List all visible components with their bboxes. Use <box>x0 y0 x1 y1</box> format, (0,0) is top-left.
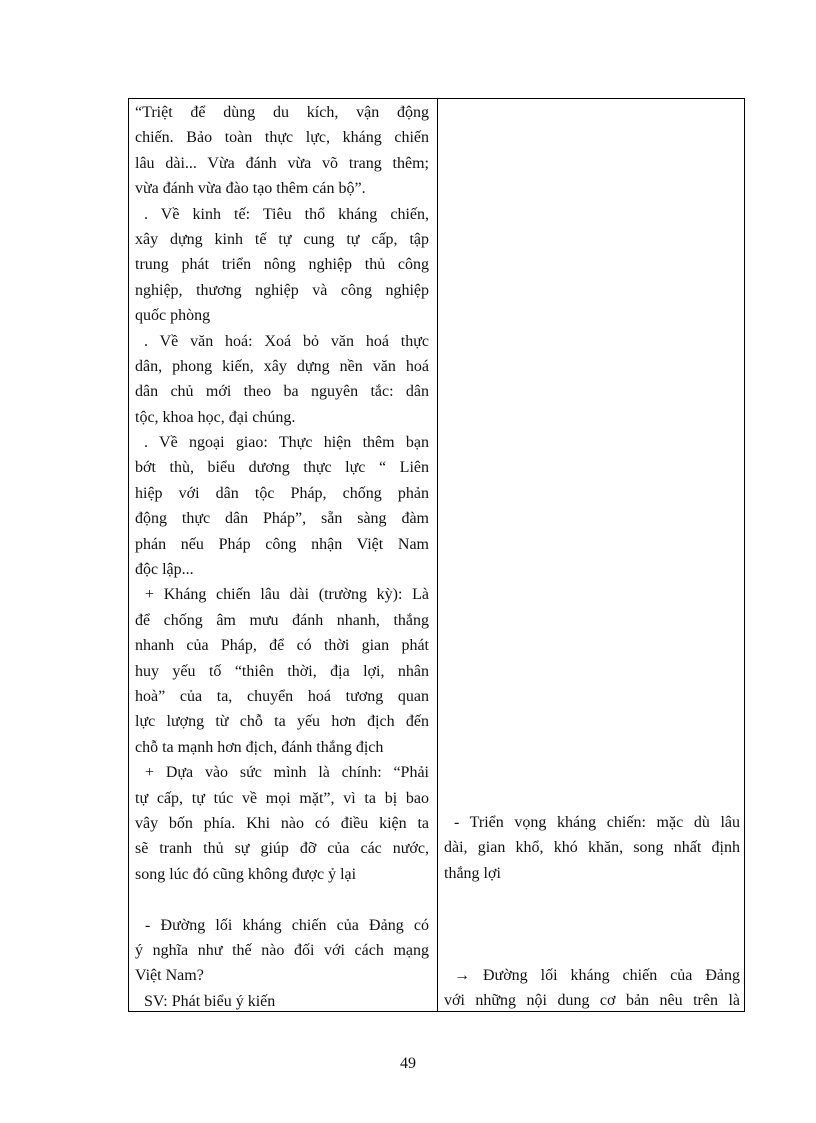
text-line: “Triệt để dùng du kích, vận động <box>135 104 429 121</box>
text-line: + Kháng chiến lâu dài (trường kỳ): Là <box>145 586 429 604</box>
column-divider <box>437 99 438 1011</box>
text-line: với những nội dung cơ bản nêu trên là <box>444 992 740 1010</box>
text-line: xây dựng kinh tế tự cung tự cấp, tập <box>135 230 429 248</box>
text-line: . Về văn hoá: Xoá bỏ văn hoá thực <box>144 332 429 350</box>
text-line: độc lập... <box>135 561 194 579</box>
page-number: 49 <box>400 1055 416 1072</box>
text-line: động thực dân Pháp”, sẵn sàng đàm <box>135 510 429 528</box>
text-line: hiệp với dân tộc Pháp, chống phản <box>135 484 429 502</box>
conclusion-block <box>444 963 740 1014</box>
text-line: vây bốn phía. Khi nào có điều kiện ta <box>135 814 429 832</box>
text-line: song lúc đó cũng không được ỷ lại <box>135 865 357 883</box>
text-line: tự cấp, tự túc về mọi mặt”, vì ta bị bao <box>135 789 429 807</box>
text-line: huy yếu tố “thiên thời, địa lợi, nhân <box>135 662 429 680</box>
text-line: quốc phòng <box>135 307 211 325</box>
text-line: nghiệp, thương nghiệp và công nghiệp <box>135 281 429 299</box>
text-line: hoà” của ta, chuyển hoá tương quan <box>135 687 429 705</box>
text-line: ý nghĩa như thế nào đối với cách mạng <box>135 941 429 959</box>
text-line: lực lượng từ chỗ ta yếu hơn địch đến <box>135 713 429 731</box>
text-line: . Về ngoại giao: Thực hiện thêm bạn <box>144 434 429 452</box>
text-line: - Triển vọng kháng chiến: mặc dù lâu <box>454 814 740 831</box>
text-line: sẽ tranh thủ sự giúp đỡ của các nước, <box>135 840 429 858</box>
blank-line <box>135 887 429 912</box>
text-line: dài, gian khổ, khó khăn, song nhất định <box>444 839 740 857</box>
text-line: dân chủ mới theo ba nguyên tắc: dân <box>135 383 429 401</box>
text-line: . Về kinh tế: Tiêu thổ kháng chiến, <box>144 205 429 223</box>
text-line: phán nếu Pháp công nhận Việt Nam <box>135 535 429 553</box>
text-line: SV: Phát biểu ý kiến <box>144 992 276 1010</box>
text-line: vừa đánh vừa đào tạo thêm cán bộ”. <box>135 180 366 198</box>
left-column <box>135 100 429 1014</box>
text-line: tộc, khoa học, đại chúng. <box>135 408 296 426</box>
text-line: → Đường lối kháng chiến của Đảng <box>454 967 740 984</box>
text-line: + Dựa vào sức mình là chính: “Phải <box>145 764 429 782</box>
text-line: thắng lợi <box>444 864 501 882</box>
text-line: trung phát triển nông nghiệp thủ công <box>135 256 429 274</box>
text-line: - Đường lối kháng chiến của Đảng có <box>145 916 429 934</box>
outlook-block <box>444 810 740 886</box>
text-line: dân, phong kiến, xây dựng nền văn hoá <box>135 357 429 375</box>
text-line: chỗ ta mạnh hơn địch, đánh thắng địch <box>135 738 384 756</box>
text-line: để chống âm mưu đánh nhanh, thắng <box>135 611 429 629</box>
text-line: Việt Nam? <box>135 967 204 985</box>
text-line: lâu dài... Vừa đánh vừa võ trang thêm; <box>135 154 429 172</box>
text-line: bớt thù, biểu dương thực lực “ Liên <box>135 459 429 477</box>
content-table <box>128 98 745 1012</box>
text-line: chiến. Bảo toàn thực lực, kháng chiến <box>135 129 429 147</box>
text-line: nhanh của Pháp, để có thời gian phát <box>135 637 429 655</box>
